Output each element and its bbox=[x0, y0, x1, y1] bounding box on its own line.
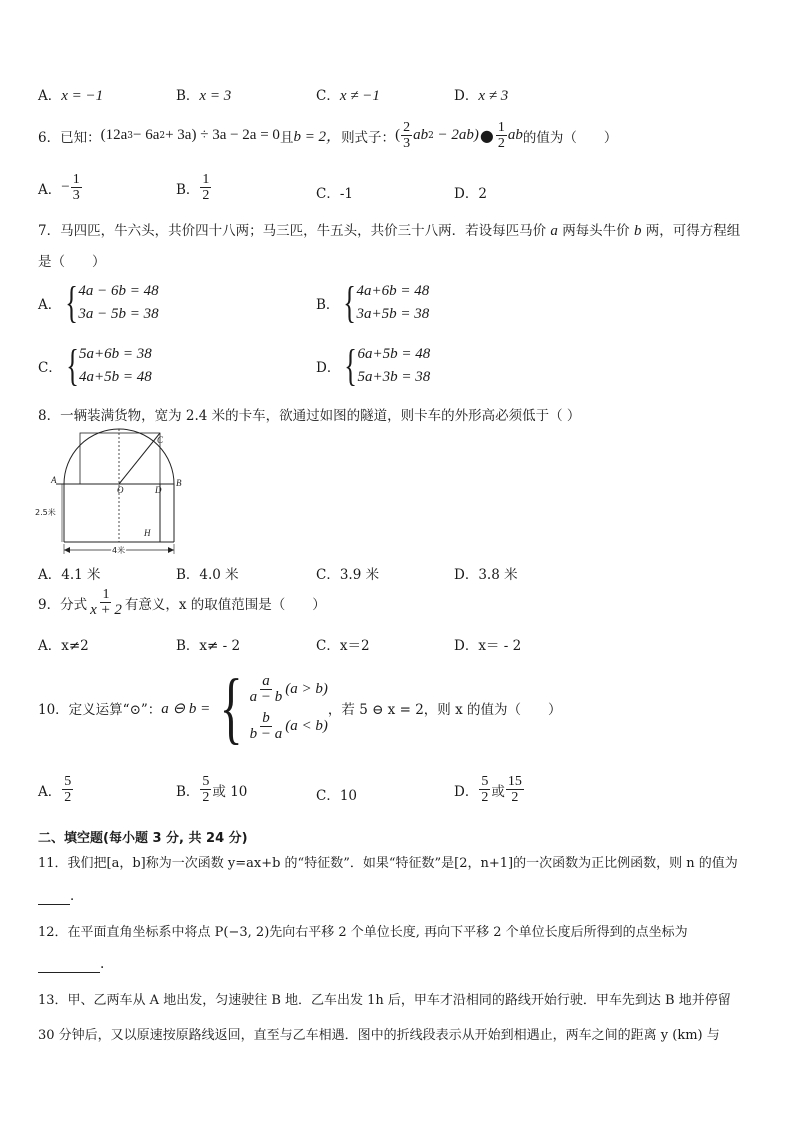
q6-option-d: D．2 bbox=[454, 186, 487, 202]
q5-option-d: D．x ≠ 3 bbox=[454, 88, 509, 104]
label-c: C bbox=[157, 435, 164, 445]
label-a: A bbox=[51, 475, 57, 485]
q5-option-b: B．x = 3 bbox=[176, 88, 232, 104]
tunnel-figure bbox=[34, 426, 194, 558]
q10-option-b: B． $\frac{5}{2}$ 或 10 bbox=[176, 774, 248, 805]
q13-stem-line2: 30 分钟后，又以原速按原路线返回，直至与乙车相遇．图中的折线段表示从开始到相遇止，两车之间的距离 y (km) 与 bbox=[38, 1028, 720, 1043]
q9-option-c: C．x＝2 bbox=[316, 638, 370, 654]
label-o: O bbox=[117, 485, 124, 495]
q12-blank[interactable] bbox=[38, 956, 100, 973]
q12-answer-line: . bbox=[38, 956, 104, 973]
q8-stem: 8．一辆装满货物，宽为 2.4 米的卡车，欲通过如图的隧道，则卡车的外形高必须低于（ ） bbox=[38, 408, 581, 424]
q6-option-b: B． $\frac{1}{2}$ bbox=[176, 172, 210, 203]
q12-stem: 12．在平面直角坐标系中将点 P(−3, 2)先向右平移 2 个单位长度, 再向下平移 2 个单位长度后所得到的点坐标为 bbox=[38, 925, 688, 940]
q8-option-d: D．3.8 米 bbox=[454, 567, 518, 583]
q11-answer-line: ． bbox=[38, 884, 84, 905]
q8-option-c: C．3.9 米 bbox=[316, 567, 380, 583]
q9-option-a: A．x≠2 bbox=[38, 638, 89, 654]
q9-option-d: D．x＝ - 2 bbox=[454, 638, 522, 654]
label-h: H bbox=[144, 528, 151, 538]
q7-stem-line1: 7．马四匹，牛六头，共价四十八两；马三匹，牛五头，共价三十八两．若设每匹马价 a 两每头牛价 b 两，可得方程组 bbox=[38, 223, 741, 239]
q6-stem: 6．已知： (12a 3 − 6a 2 + 3a) ÷ 3a − 2a = 0 且 b = 2， 则式子： ( $\frac{2}{3}$ ab 2 − 2ab) ● $\frac{1}{2}$ ab 的值为（ ） bbox=[38, 120, 618, 151]
q7-stem-line2: 是（ ） bbox=[38, 254, 106, 270]
q8-option-b: B．4.0 米 bbox=[176, 567, 239, 583]
q9-stem: 9．分式 $\frac{1}{x + 2}$ 有意义，x 的取值范围是（ ） bbox=[38, 587, 326, 618]
q6-option-c: C．-1 bbox=[316, 186, 353, 202]
q11-blank[interactable] bbox=[38, 888, 70, 905]
q11-stem: 11．我们把[a，b]称为一次函数 y=ax+b 的“特征数”．如果“特征数”是[2，n+1]的一次函数为正比例函数，则 n 的值为 bbox=[38, 856, 738, 871]
q7-option-d: D． { 6a+5b = 48 5a+3b = 38 bbox=[316, 341, 431, 390]
q7-option-b: B． { 4a+6b = 48 3a+5b = 38 bbox=[316, 278, 430, 327]
label-d: D bbox=[155, 485, 162, 495]
q8-option-a: A．4.1 米 bbox=[38, 567, 101, 583]
q13-stem-line1: 13．甲、乙两车从 A 地出发，匀速驶往 B 地．乙车出发 1h 后，甲车才沿相同的路线开始行驶．甲车先到达 B 地并停留 bbox=[38, 993, 731, 1008]
q9-option-b: B．x≠ - 2 bbox=[176, 638, 241, 654]
q10-stem: 10．定义运算“⊙”： a ⊖ b = { $\frac{a}{a - b}$ (a > b) $\frac{b}{b - a}$ (a < b) ，若 5 ⊖ x = 2，则 x 的值为（ ） bbox=[38, 664, 562, 752]
q10-option-a: A． $\frac{5}{2}$ bbox=[38, 774, 72, 805]
q7-option-a: A． { 4a − 6b = 48 3a − 5b = 38 bbox=[38, 278, 159, 327]
q5-option-a: A．x = −1 bbox=[38, 88, 104, 104]
label-b: B bbox=[176, 478, 182, 488]
q10-option-c: C．10 bbox=[316, 788, 358, 804]
q5-option-c: C．x ≠ −1 bbox=[316, 88, 380, 104]
q10-option-d: D． $\frac{5}{2}$ 或 $\frac{15}{2}$ bbox=[454, 774, 522, 805]
section-heading: 二、填空题(每小题 3 分, 共 24 分) bbox=[38, 831, 248, 846]
q7-option-c: C． { 5a+6b = 38 4a+5b = 48 bbox=[38, 341, 152, 390]
q6-option-a: A． − $\frac{1}{3}$ bbox=[38, 172, 80, 203]
width-label: 4米 bbox=[112, 546, 126, 555]
height-label: 2.5米 bbox=[35, 508, 56, 517]
